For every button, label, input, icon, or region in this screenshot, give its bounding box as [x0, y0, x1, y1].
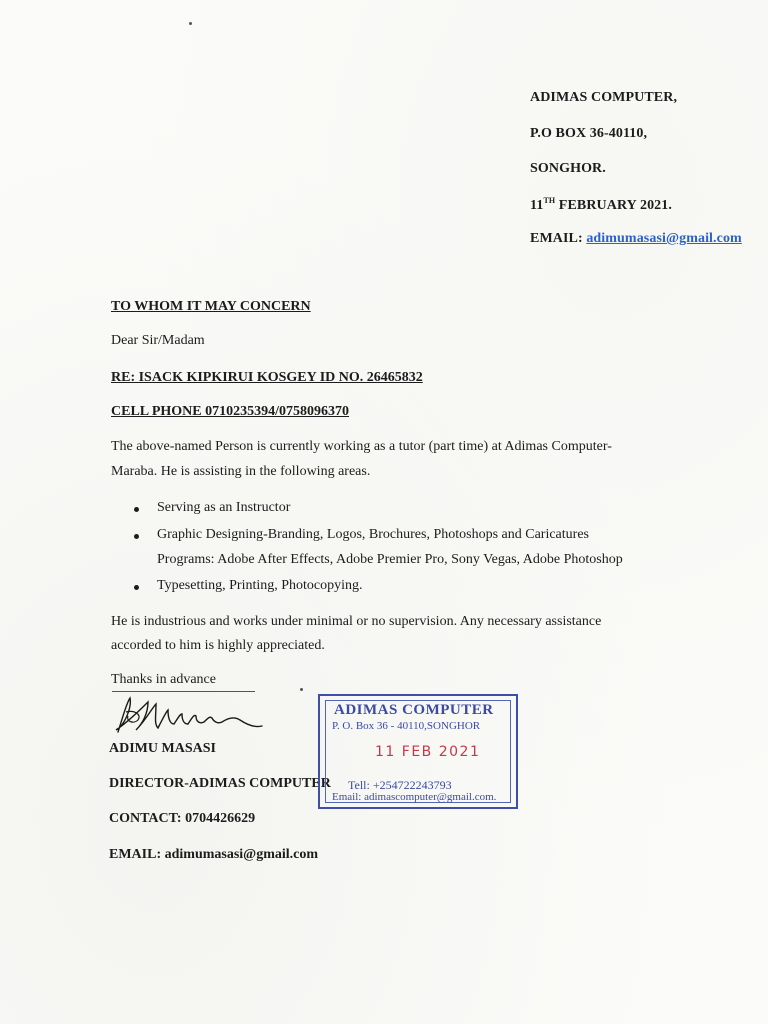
date-suffix: TH — [543, 196, 556, 205]
signature — [108, 690, 268, 740]
date-rest: FEBRUARY 2021. — [555, 198, 672, 213]
salutation-heading: TO WHOM IT MAY CONCERN — [111, 299, 311, 314]
stamp-date: 11 FEB 2021 — [375, 744, 481, 760]
signatory-title: DIRECTOR-ADIMAS COMPUTER — [109, 776, 331, 791]
bullet-icon — [134, 534, 139, 539]
email-link[interactable]: adimumasasi@gmail.com — [586, 231, 742, 246]
greeting: Dear Sir/Madam — [111, 333, 205, 348]
paragraph-1-line-1: The above-named Person is currently working as a tutor (part time) at Adimas Computer- — [111, 439, 612, 454]
stamp-email: Email: adimascomputer@gmail.com. — [332, 791, 497, 803]
signatory-name: ADIMU MASASI — [109, 741, 216, 756]
paragraph-2-line-1: He is industrious and works under minimal or no supervision. Any necessary assistance — [111, 614, 602, 629]
cell-phone-line: CELL PHONE 0710235394/0758096370 — [111, 404, 350, 419]
letterhead-company: ADIMAS COMPUTER, — [530, 90, 678, 105]
letterhead-email — [530, 231, 742, 247]
company-stamp — [318, 694, 518, 809]
speck — [300, 688, 303, 691]
list-item-text: Graphic Designing-Branding, Logos, Brochures, Photoshops and Caricatures — [157, 527, 589, 542]
letterhead-town: SONGHOR. — [530, 161, 606, 176]
speck — [189, 22, 192, 25]
letterhead-date — [530, 196, 672, 214]
bullet-icon — [134, 585, 139, 590]
email-label: EMAIL: — [530, 231, 587, 246]
stamp-telephone: Tell: +254722243793 — [348, 778, 452, 792]
stamp-title: ADIMAS COMPUTER — [334, 702, 494, 718]
stamp-box-address: P. O. Box 36 - 40110,SONGHOR — [332, 720, 481, 732]
re-line: RE: ISACK KIPKIRUI KOSGEY ID NO. 26465832 — [111, 370, 423, 385]
list-item-text: Programs: Adobe After Effects, Adobe Premier Pro, Sony Vegas, Adobe Photoshop — [157, 552, 623, 567]
bullet-icon — [134, 507, 139, 512]
signatory-email: EMAIL: adimumasasi@gmail.com — [109, 847, 319, 862]
letterhead-box: P.O BOX 36-40110, — [530, 126, 648, 141]
list-item-text: Typesetting, Printing, Photocopying. — [157, 578, 363, 593]
date-day: 11 — [530, 198, 544, 213]
paragraph-1-line-2: Maraba. He is assisting in the following areas. — [111, 464, 371, 479]
signatory-contact: CONTACT: 0704426629 — [109, 811, 256, 826]
closing: Thanks in advance — [111, 672, 216, 687]
list-item-text: Serving as an Instructor — [157, 500, 291, 515]
paragraph-2-line-2: accorded to him is highly appreciated. — [111, 638, 325, 653]
